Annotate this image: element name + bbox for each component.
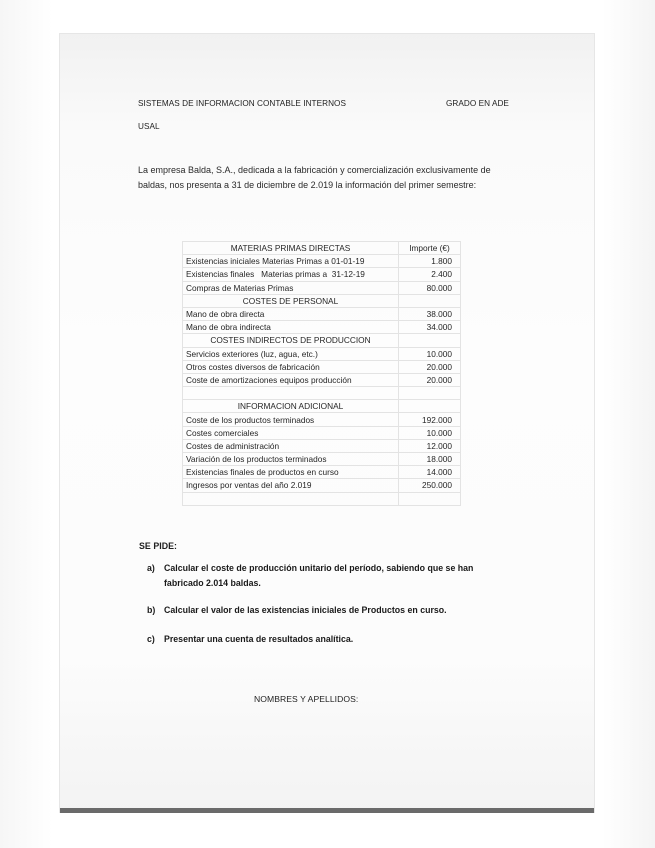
intro-line-2: baldas, nos presenta a 31 de diciembre de 2.019 la información del primer semestre:: [138, 179, 477, 190]
row-value: 1.800: [399, 255, 461, 268]
questions-title: SE PIDE:: [139, 541, 178, 551]
degree-label: GRADO EN ADE: [446, 99, 509, 108]
table-row: [183, 426, 461, 439]
row-label: Costes comerciales: [183, 426, 399, 439]
course-title: SISTEMAS DE INFORMACION CONTABLE INTERNOS: [138, 99, 346, 108]
table-row: [183, 439, 461, 452]
row-label: Mano de obra indirecta: [183, 321, 399, 334]
table-header-row: [183, 242, 461, 255]
question-c-letter: c): [147, 634, 155, 644]
row-label: Ingresos por ventas del año 2.019: [183, 479, 399, 492]
table-row: [183, 413, 461, 426]
table-row: [183, 255, 461, 268]
materias-header: MATERIAS PRIMAS DIRECTAS: [183, 242, 399, 255]
indirectos-header: COSTES INDIRECTOS DE PRODUCCION: [183, 334, 399, 347]
row-label: Compras de Materias Primas: [183, 281, 399, 294]
table-row: [183, 307, 461, 320]
sheet-bottom-edge: [60, 808, 594, 813]
row-label: Costes de administración: [183, 439, 399, 452]
row-label: Coste de amortizaciones equipos producción: [183, 373, 399, 386]
row-value: 10.000: [399, 347, 461, 360]
personal-header: COSTES DE PERSONAL: [183, 294, 399, 307]
row-value: 192.000: [399, 413, 461, 426]
question-a-line-1: Calcular el coste de producción unitario del período, sabiendo que se han: [164, 563, 474, 573]
table-row: [183, 281, 461, 294]
table-row: [183, 360, 461, 373]
table-row: [183, 347, 461, 360]
row-value: 38.000: [399, 307, 461, 320]
row-label: Variación de los productos terminados: [183, 453, 399, 466]
row-value: 20.000: [399, 360, 461, 373]
section-header-row: [183, 294, 461, 307]
row-value: 80.000: [399, 281, 461, 294]
row-value: 250.000: [399, 479, 461, 492]
empty-cell: [183, 387, 399, 400]
row-value: 20.000: [399, 373, 461, 386]
row-label: Mano de obra directa: [183, 307, 399, 320]
table-spacer-row: [183, 387, 461, 400]
section-header-row: [183, 334, 461, 347]
row-label: Existencias finales Materias primas a 31-12-19: [183, 268, 399, 281]
row-value: 18.000: [399, 453, 461, 466]
row-label: Coste de los productos terminados: [183, 413, 399, 426]
question-c-text: Presentar una cuenta de resultados analítica.: [164, 634, 354, 644]
question-a-letter: a): [147, 563, 155, 573]
question-b-text: Calcular el valor de las existencias iniciales de Productos en curso.: [164, 605, 447, 615]
adicional-header: INFORMACION ADICIONAL: [183, 400, 399, 413]
section-header-row: [183, 400, 461, 413]
row-label: Otros costes diversos de fabricación: [183, 360, 399, 373]
names-label: NOMBRES Y APELLIDOS:: [254, 694, 359, 704]
question-a: [147, 561, 527, 591]
row-value: 12.000: [399, 439, 461, 452]
question-b: [147, 603, 527, 618]
question-b-letter: b): [147, 605, 156, 615]
row-value: 10.000: [399, 426, 461, 439]
empty-cell: [399, 387, 461, 400]
intro-line-1: La empresa Balda, S.A., dedicada a la fabricación y comercialización exclusivamente de: [138, 165, 491, 175]
empty-cell: [399, 400, 461, 413]
row-label: Servicios exteriores (luz, agua, etc.): [183, 347, 399, 360]
row-label: Existencias finales de productos en curso: [183, 466, 399, 479]
university-label: USAL: [138, 122, 160, 131]
table-row: [183, 373, 461, 386]
empty-cell: [399, 492, 461, 505]
row-value: 34.000: [399, 321, 461, 334]
importe-header: Importe (€): [399, 242, 461, 255]
cost-table: [182, 241, 461, 506]
table-spacer-row: [183, 492, 461, 505]
table-row: [183, 479, 461, 492]
table-row: [183, 268, 461, 281]
table-row: [183, 466, 461, 479]
row-value: 2.400: [399, 268, 461, 281]
question-c: [147, 632, 527, 647]
table-row: [183, 321, 461, 334]
empty-cell: [399, 334, 461, 347]
row-label: Existencias iniciales Materias Primas a 01-01-19: [183, 255, 399, 268]
question-a-line-2: fabricado 2.014 baldas.: [164, 577, 261, 588]
empty-cell: [399, 294, 461, 307]
intro-paragraph: [138, 163, 528, 192]
table-row: [183, 453, 461, 466]
row-value: 14.000: [399, 466, 461, 479]
empty-cell: [183, 492, 399, 505]
